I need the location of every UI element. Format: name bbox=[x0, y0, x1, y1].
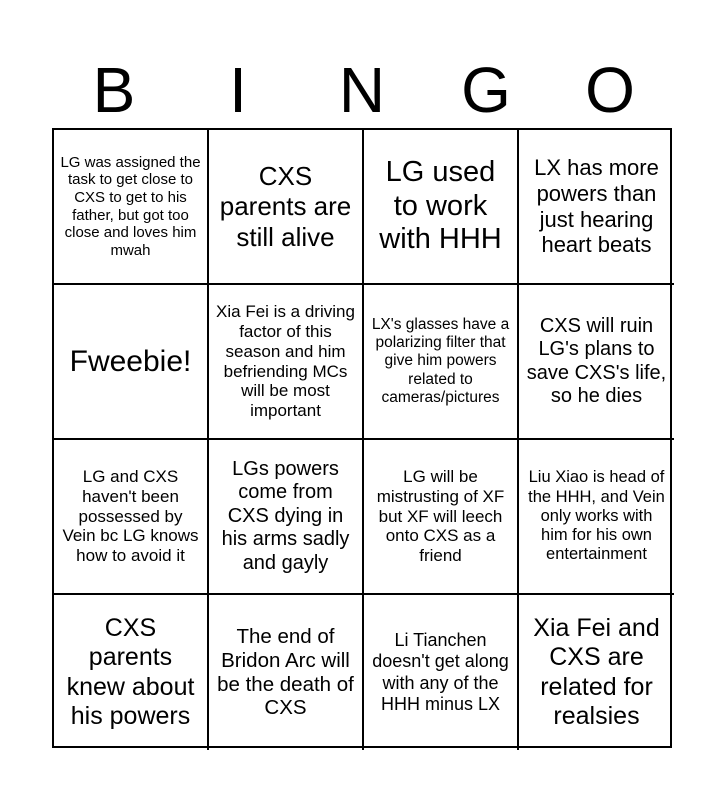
bingo-cell-r1-c3[interactable] bbox=[364, 130, 519, 285]
bingo-cell-r4-c3[interactable] bbox=[364, 595, 519, 750]
bingo-board bbox=[52, 128, 672, 748]
bingo-header bbox=[52, 54, 672, 126]
bingo-cell-r1-c2[interactable] bbox=[209, 130, 364, 285]
bingo-cell-text: CXS parents are still alive bbox=[219, 160, 352, 252]
bingo-cell-text: LG will be mistrusting of XF but XF will leech onto CXS as a friend bbox=[376, 466, 505, 566]
bingo-cell-r1-c4[interactable] bbox=[519, 130, 674, 285]
bingo-cell-text: Fweebie! bbox=[69, 344, 192, 378]
bingo-cell-text: LG and CXS haven't been possessed by Vein bc LG knows how to avoid it bbox=[62, 466, 199, 566]
bingo-cell-text: LX has more powers than just hearing heart beats bbox=[534, 155, 659, 258]
bingo-cell-r2-c4[interactable] bbox=[519, 285, 674, 440]
bingo-cell-text: CXS parents knew about his powers bbox=[66, 614, 195, 730]
header-letter-g: G bbox=[461, 54, 511, 126]
header-letter-o: O bbox=[585, 54, 635, 126]
bingo-cell-r4-c1[interactable] bbox=[54, 595, 209, 750]
bingo-cell-r3-c2[interactable] bbox=[209, 440, 364, 595]
bingo-cell-text: Xia Fei and CXS are related for realsies bbox=[533, 614, 660, 730]
bingo-cell-r2-c2[interactable] bbox=[209, 285, 364, 440]
bingo-cell-text: LX's glasses have a polarizing filter that give him powers related to cameras/pictures bbox=[371, 316, 510, 406]
bingo-cell-r3-c4[interactable] bbox=[519, 440, 674, 595]
bingo-cell-r4-c4[interactable] bbox=[519, 595, 674, 750]
bingo-cell-text: CXS will ruin LG's plans to save CXS's life, so he dies bbox=[526, 314, 667, 407]
header-letter-b: B bbox=[92, 54, 136, 126]
bingo-cell-text: Liu Xiao is head of the HHH, and Vein only works with him for his own entertainment bbox=[528, 468, 665, 564]
bingo-cell-text: LGs powers come from CXS dying in his arms sadly and gayly bbox=[221, 458, 350, 574]
bingo-cell-text: LG used to work with HHH bbox=[379, 155, 502, 256]
bingo-cell-text: The end of Bridon Arc will be the death of CXS bbox=[217, 624, 354, 720]
header-letter-n: N bbox=[338, 54, 386, 126]
bingo-cell-text: Xia Fei is a driving factor of this season and him befriending MCs will be most important bbox=[216, 301, 355, 421]
bingo-cell-r2-c3[interactable] bbox=[364, 285, 519, 440]
bingo-cell-r1-c1[interactable] bbox=[54, 130, 209, 285]
bingo-cell-r3-c1[interactable] bbox=[54, 440, 209, 595]
bingo-cell-r3-c3[interactable] bbox=[364, 440, 519, 595]
bingo-cell-text: LG was assigned the task to get close to CXS to get to his father, but got too close and loves him mwah bbox=[60, 153, 201, 259]
bingo-cell-text: Li Tianchen doesn't get along with any of the HHH minus LX bbox=[372, 630, 509, 714]
header-letter-i: I bbox=[229, 54, 247, 126]
bingo-cell-r2-c1[interactable] bbox=[54, 285, 209, 440]
bingo-cell-r4-c2[interactable] bbox=[209, 595, 364, 750]
